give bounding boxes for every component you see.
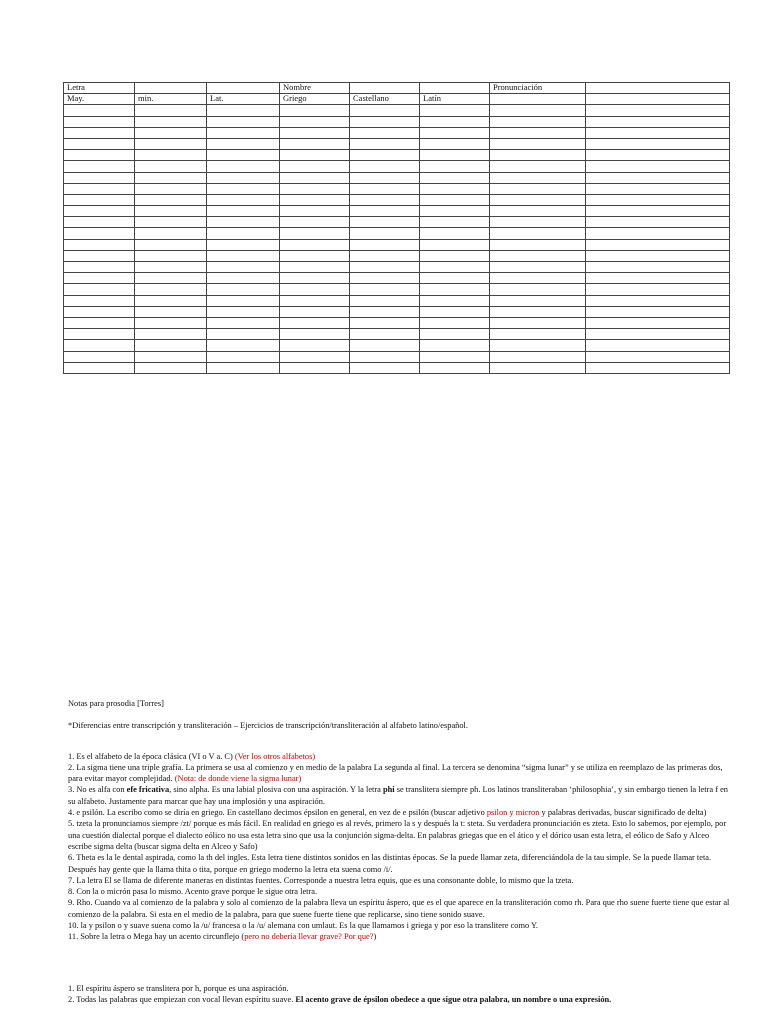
table-cell: [350, 306, 420, 317]
table-cell: [207, 228, 280, 239]
table-cell: [490, 273, 586, 284]
table-cell: [207, 127, 280, 138]
table-cell: [207, 262, 280, 273]
table-cell: [490, 138, 586, 149]
table-cell: [420, 340, 490, 351]
table-cell: [64, 217, 135, 228]
table-cell: [420, 105, 490, 116]
table-cell: [420, 273, 490, 284]
table-cell: [420, 295, 490, 306]
table-cell: [280, 138, 350, 149]
table-cell: [280, 194, 350, 205]
table-cell: [490, 116, 586, 127]
table-cell: [420, 161, 490, 172]
table-row: [64, 228, 730, 239]
table-cell: [490, 105, 586, 116]
table-cell: [207, 329, 280, 340]
table-cell: [207, 194, 280, 205]
table-cell: [350, 317, 420, 328]
note-8: 8. Con la o micrón pasa lo mismo. Acento grave porque le sigue otra letra.: [68, 887, 318, 897]
table-cell: [420, 194, 490, 205]
table-row: [64, 239, 730, 250]
table-cell: [586, 127, 730, 138]
table-cell: [350, 127, 420, 138]
note-7: 7. La letra El se llama de diferente maneras en distintas fuentes. Corresponde a nuestra letra equis, que es una consonante doble, lo mismo que la tzeta.: [68, 875, 574, 885]
table-cell: [64, 228, 135, 239]
table-cell: [350, 262, 420, 273]
table-cell: [420, 172, 490, 183]
note-4: 4. e psilón. La escribo como se diría en griego. En castellano decimos épsilon en general, en vez de e psilón (buscar adjetivo psilon y micron y palabras derivadas, buscar significado de delta): [68, 808, 707, 818]
table-cell: [490, 161, 586, 172]
table-subheader-row: [64, 94, 730, 105]
table-cell: [64, 284, 135, 295]
note-9: 9. Rho. Cuando va al comienzo de la palabra y solo al comienzo de la palabra lleva un espíritu áspero, que es el que aparece en la transliteración como rh. Para que rho suene fuerte tiene que estar al comienzo de la palabra. Si esta en el medio de la palabra, para que suene fuerte tiene que replicarse, sino tiene sonido suave.: [68, 898, 730, 919]
table-cell: [135, 239, 207, 250]
table-cell: [64, 262, 135, 273]
table-cell: [490, 150, 586, 161]
table-cell: [280, 150, 350, 161]
table-cell: [64, 206, 135, 217]
table-row: [64, 284, 730, 295]
table-cell: [207, 172, 280, 183]
note-3: 3. No es alfa con efe fricativa, sino alpha. Es una labial plosiva con una aspiración. Y la letra phi se translitera siempre ph. Los latinos transliteraban ‘philosophia’, y sin embargo tienen la letra f en su alfabeto. Justamente para marcar que hay una implosión y una aspiración.: [68, 785, 728, 806]
table-cell: [420, 284, 490, 295]
table-cell: [420, 150, 490, 161]
table-row: [64, 150, 730, 161]
table-row: [64, 340, 730, 351]
table-cell: [586, 206, 730, 217]
table-cell: [490, 194, 586, 205]
subheader-cell: Castellano: [350, 94, 420, 105]
table-cell: [207, 150, 280, 161]
note-11-remark: pero no debería llevar grave? Por que?: [244, 932, 374, 942]
notes-title: Notas para prosodia [Torres]: [68, 699, 164, 708]
table-cell: [350, 217, 420, 228]
table-cell: [586, 172, 730, 183]
table-cell: [207, 295, 280, 306]
table-row: [64, 273, 730, 284]
table-cell: [207, 206, 280, 217]
table-cell: [490, 262, 586, 273]
table-cell: [586, 105, 730, 116]
table-row: [64, 362, 730, 373]
table-cell: [586, 138, 730, 149]
subheader-cell: Griego: [280, 94, 350, 105]
header-cell: Pronunciación: [490, 83, 586, 94]
table-cell: [64, 172, 135, 183]
table-cell: [420, 138, 490, 149]
table-cell: [350, 116, 420, 127]
table-cell: [350, 161, 420, 172]
table-cell: [135, 329, 207, 340]
table-cell: [280, 206, 350, 217]
table-cell: [135, 206, 207, 217]
table-cell: [135, 138, 207, 149]
table-cell: [280, 329, 350, 340]
table-row: [64, 105, 730, 116]
table-cell: [64, 239, 135, 250]
table-cell: [280, 228, 350, 239]
table-cell: [586, 262, 730, 273]
table-cell: [280, 250, 350, 261]
header-cell: [207, 83, 280, 94]
table-row: [64, 295, 730, 306]
table-row: [64, 262, 730, 273]
table-cell: [280, 183, 350, 194]
subheader-cell: [490, 94, 586, 105]
note-4-remark: psilon y micron: [486, 808, 540, 818]
table-cell: [207, 161, 280, 172]
table-cell: [586, 194, 730, 205]
table-cell: [420, 351, 490, 362]
table-cell: [586, 161, 730, 172]
table-cell: [207, 116, 280, 127]
table-cell: [280, 239, 350, 250]
table-cell: [586, 306, 730, 317]
table-cell: [490, 329, 586, 340]
note-6: 6. Theta es la le dental aspirada, como la th del ingles. Esta letra tiene distintos sonidos en las distintas épocas. Se la puede llamar zeta, diferenciándola de la tau simple. Se la puede llamar teta. Después hay gente que la llama thita o tita, porque en griego moderno la letra eta suena como /i/.: [68, 853, 712, 874]
table-cell: [350, 183, 420, 194]
table-header-row: [64, 83, 730, 94]
table-cell: [207, 317, 280, 328]
table-cell: [280, 127, 350, 138]
table-cell: [64, 161, 135, 172]
subheader-cell: min.: [135, 94, 207, 105]
table-cell: [280, 262, 350, 273]
table-cell: [280, 317, 350, 328]
table-cell: [490, 228, 586, 239]
header-cell: Letra: [64, 83, 135, 94]
note-1: 1. Es el alfabeto de la época clásica (VI o V a. C) (Ver los otros alfabetos): [68, 751, 316, 761]
table-cell: [135, 273, 207, 284]
table-cell: [280, 340, 350, 351]
table-cell: [135, 150, 207, 161]
table-cell: [135, 295, 207, 306]
table-cell: [135, 306, 207, 317]
table-cell: [64, 351, 135, 362]
table-cell: [135, 228, 207, 239]
table-cell: [135, 194, 207, 205]
notes-subtitle: *Diferencias entre transcripción y transliteración – Ejercicios de transcripción/transliteración al alfabeto latino/español.: [68, 721, 468, 731]
table-cell: [280, 284, 350, 295]
table-cell: [350, 105, 420, 116]
table-cell: [135, 105, 207, 116]
table-cell: [135, 127, 207, 138]
table-cell: [135, 351, 207, 362]
table-cell: [64, 138, 135, 149]
table-cell: [350, 273, 420, 284]
table-row: [64, 317, 730, 328]
table-cell: [420, 239, 490, 250]
table-cell: [420, 228, 490, 239]
subheader-cell: [586, 94, 730, 105]
table-cell: [490, 295, 586, 306]
header-cell: [586, 83, 730, 94]
table-row: [64, 161, 730, 172]
table-cell: [490, 317, 586, 328]
table-cell: [207, 306, 280, 317]
table-cell: [350, 172, 420, 183]
table-cell: [420, 317, 490, 328]
table-cell: [586, 116, 730, 127]
table-cell: [420, 206, 490, 217]
table-cell: [207, 362, 280, 373]
table-cell: [490, 206, 586, 217]
table-cell: [586, 351, 730, 362]
table-cell: [207, 351, 280, 362]
table-cell: [64, 127, 135, 138]
table-cell: [64, 194, 135, 205]
table-cell: [586, 228, 730, 239]
table-cell: [350, 295, 420, 306]
table-cell: [350, 206, 420, 217]
breathing-note-2: 2. Todas las palabras que empiezan con vocal llevan espíritu suave. El acento grave de épsilon obedece a que sigue otra palabra, un nombre o una expresión.: [68, 994, 612, 1004]
table-cell: [207, 183, 280, 194]
table-cell: [280, 362, 350, 373]
table-row: [64, 194, 730, 205]
table-cell: [280, 295, 350, 306]
table-cell: [135, 340, 207, 351]
table-row: [64, 172, 730, 183]
table-cell: [207, 105, 280, 116]
table-cell: [350, 150, 420, 161]
subheader-cell: May.: [64, 94, 135, 105]
table-cell: [586, 340, 730, 351]
header-cell: Nombre: [280, 83, 350, 94]
note-2: 2. La sigma tiene una triple grafía. La primera se usa al comienzo y en medio de la palabra La segunda al final. La tercera se denomina “sigma lunar” y se utiliza en reemplazo de las primeras dos, para evitar mayor complejidad. (Nota: de donde viene la sigma lunar): [68, 762, 723, 784]
table-row: [64, 217, 730, 228]
alphabet-table: [63, 82, 730, 374]
table-cell: [350, 362, 420, 373]
table-cell: [207, 284, 280, 295]
table-cell: [350, 228, 420, 239]
table-cell: [135, 116, 207, 127]
table-cell: [420, 262, 490, 273]
table-cell: [586, 273, 730, 284]
table-cell: [420, 127, 490, 138]
table-cell: [586, 250, 730, 261]
table-cell: [490, 351, 586, 362]
table-cell: [586, 239, 730, 250]
subheader-cell: Latín: [420, 94, 490, 105]
table-cell: [490, 239, 586, 250]
table-cell: [490, 172, 586, 183]
table-cell: [280, 351, 350, 362]
table-cell: [490, 362, 586, 373]
note-2-remark: (Nota: de donde viene la sigma lunar): [174, 774, 302, 784]
table-cell: [64, 105, 135, 116]
table-row: [64, 351, 730, 362]
table-cell: [490, 217, 586, 228]
table-row: [64, 127, 730, 138]
table-cell: [420, 306, 490, 317]
table-cell: [64, 116, 135, 127]
table-row: [64, 138, 730, 149]
table-row: [64, 116, 730, 127]
table-cell: [64, 150, 135, 161]
table-cell: [207, 217, 280, 228]
table-cell: [207, 239, 280, 250]
table-cell: [490, 306, 586, 317]
table-cell: [207, 340, 280, 351]
header-cell: [420, 83, 490, 94]
table-cell: [135, 284, 207, 295]
table-cell: [135, 262, 207, 273]
table-cell: [64, 183, 135, 194]
table-row: [64, 306, 730, 317]
table-cell: [586, 295, 730, 306]
table-cell: [207, 138, 280, 149]
table-cell: [586, 362, 730, 373]
note-10: 10. la y psilon o y suave suena como la /u/ francesa o la /u/ alemana con umlaut. Es la que llamamos i griega y por eso la translitere como Y.: [68, 921, 539, 931]
table-cell: [586, 183, 730, 194]
table-cell: [207, 273, 280, 284]
table-cell: [280, 306, 350, 317]
table-cell: [490, 340, 586, 351]
table-cell: [586, 284, 730, 295]
table-row: [64, 183, 730, 194]
table-cell: [135, 362, 207, 373]
table-cell: [135, 161, 207, 172]
breathing-note-1: 1. El espíritu áspero se translitera por h, porque es una aspiración.: [68, 983, 289, 993]
table-cell: [135, 317, 207, 328]
table-cell: [586, 329, 730, 340]
table-cell: [490, 127, 586, 138]
table-cell: [135, 183, 207, 194]
table-cell: [280, 172, 350, 183]
table-cell: [490, 284, 586, 295]
table-cell: [350, 239, 420, 250]
table-cell: [280, 273, 350, 284]
table-cell: [350, 340, 420, 351]
table-cell: [64, 362, 135, 373]
table-cell: [350, 351, 420, 362]
table-cell: [586, 317, 730, 328]
table-cell: [350, 250, 420, 261]
table-cell: [280, 217, 350, 228]
subheader-cell: Lat.: [207, 94, 280, 105]
table-cell: [64, 329, 135, 340]
table-cell: [586, 217, 730, 228]
table-cell: [207, 250, 280, 261]
table-row: [64, 250, 730, 261]
table-cell: [420, 217, 490, 228]
table-cell: [64, 273, 135, 284]
table-cell: [280, 161, 350, 172]
table-cell: [135, 172, 207, 183]
table-cell: [420, 116, 490, 127]
table-cell: [64, 306, 135, 317]
table-cell: [135, 217, 207, 228]
header-cell: [350, 83, 420, 94]
note-11: 11. Sobre la letra o Mega hay un acento circunflejo (pero no debería llevar grave? Por que?): [68, 932, 377, 942]
prosody-notes: [68, 698, 732, 1005]
table-cell: [64, 250, 135, 261]
table-cell: [280, 105, 350, 116]
table-cell: [420, 329, 490, 340]
note-5: 5. tzeta la pronunciamos siempre /zt/ porque es más fácil. En realidad en griego es al revés, primero la s y después la t: steta. Su verdadera pronunciación es zteta. Esto lo sabemos, por ejemplo, por una cuestión dialectal porque el dialecto eólico no usa esta letra sino que usa la conjunción sigma-delta. En palabras griegas que en el ático y el dórico usan esta letra, el eólico de Safo y Alceo escribe sigma delta (buscar sigma delta en Alceo y Safo): [68, 819, 727, 851]
header-cell: [135, 83, 207, 94]
table-cell: [135, 250, 207, 261]
table-cell: [420, 362, 490, 373]
table-cell: [490, 183, 586, 194]
table-cell: [350, 138, 420, 149]
table-cell: [586, 150, 730, 161]
table-cell: [420, 183, 490, 194]
table-cell: [350, 329, 420, 340]
table-cell: [420, 250, 490, 261]
note-1-remark: (Ver los otros alfabetos): [234, 751, 316, 761]
table-cell: [350, 284, 420, 295]
table-row: [64, 206, 730, 217]
table-cell: [64, 295, 135, 306]
table-cell: [280, 116, 350, 127]
table-cell: [64, 317, 135, 328]
table-cell: [490, 250, 586, 261]
table-cell: [350, 194, 420, 205]
table-row: [64, 329, 730, 340]
table-cell: [64, 340, 135, 351]
